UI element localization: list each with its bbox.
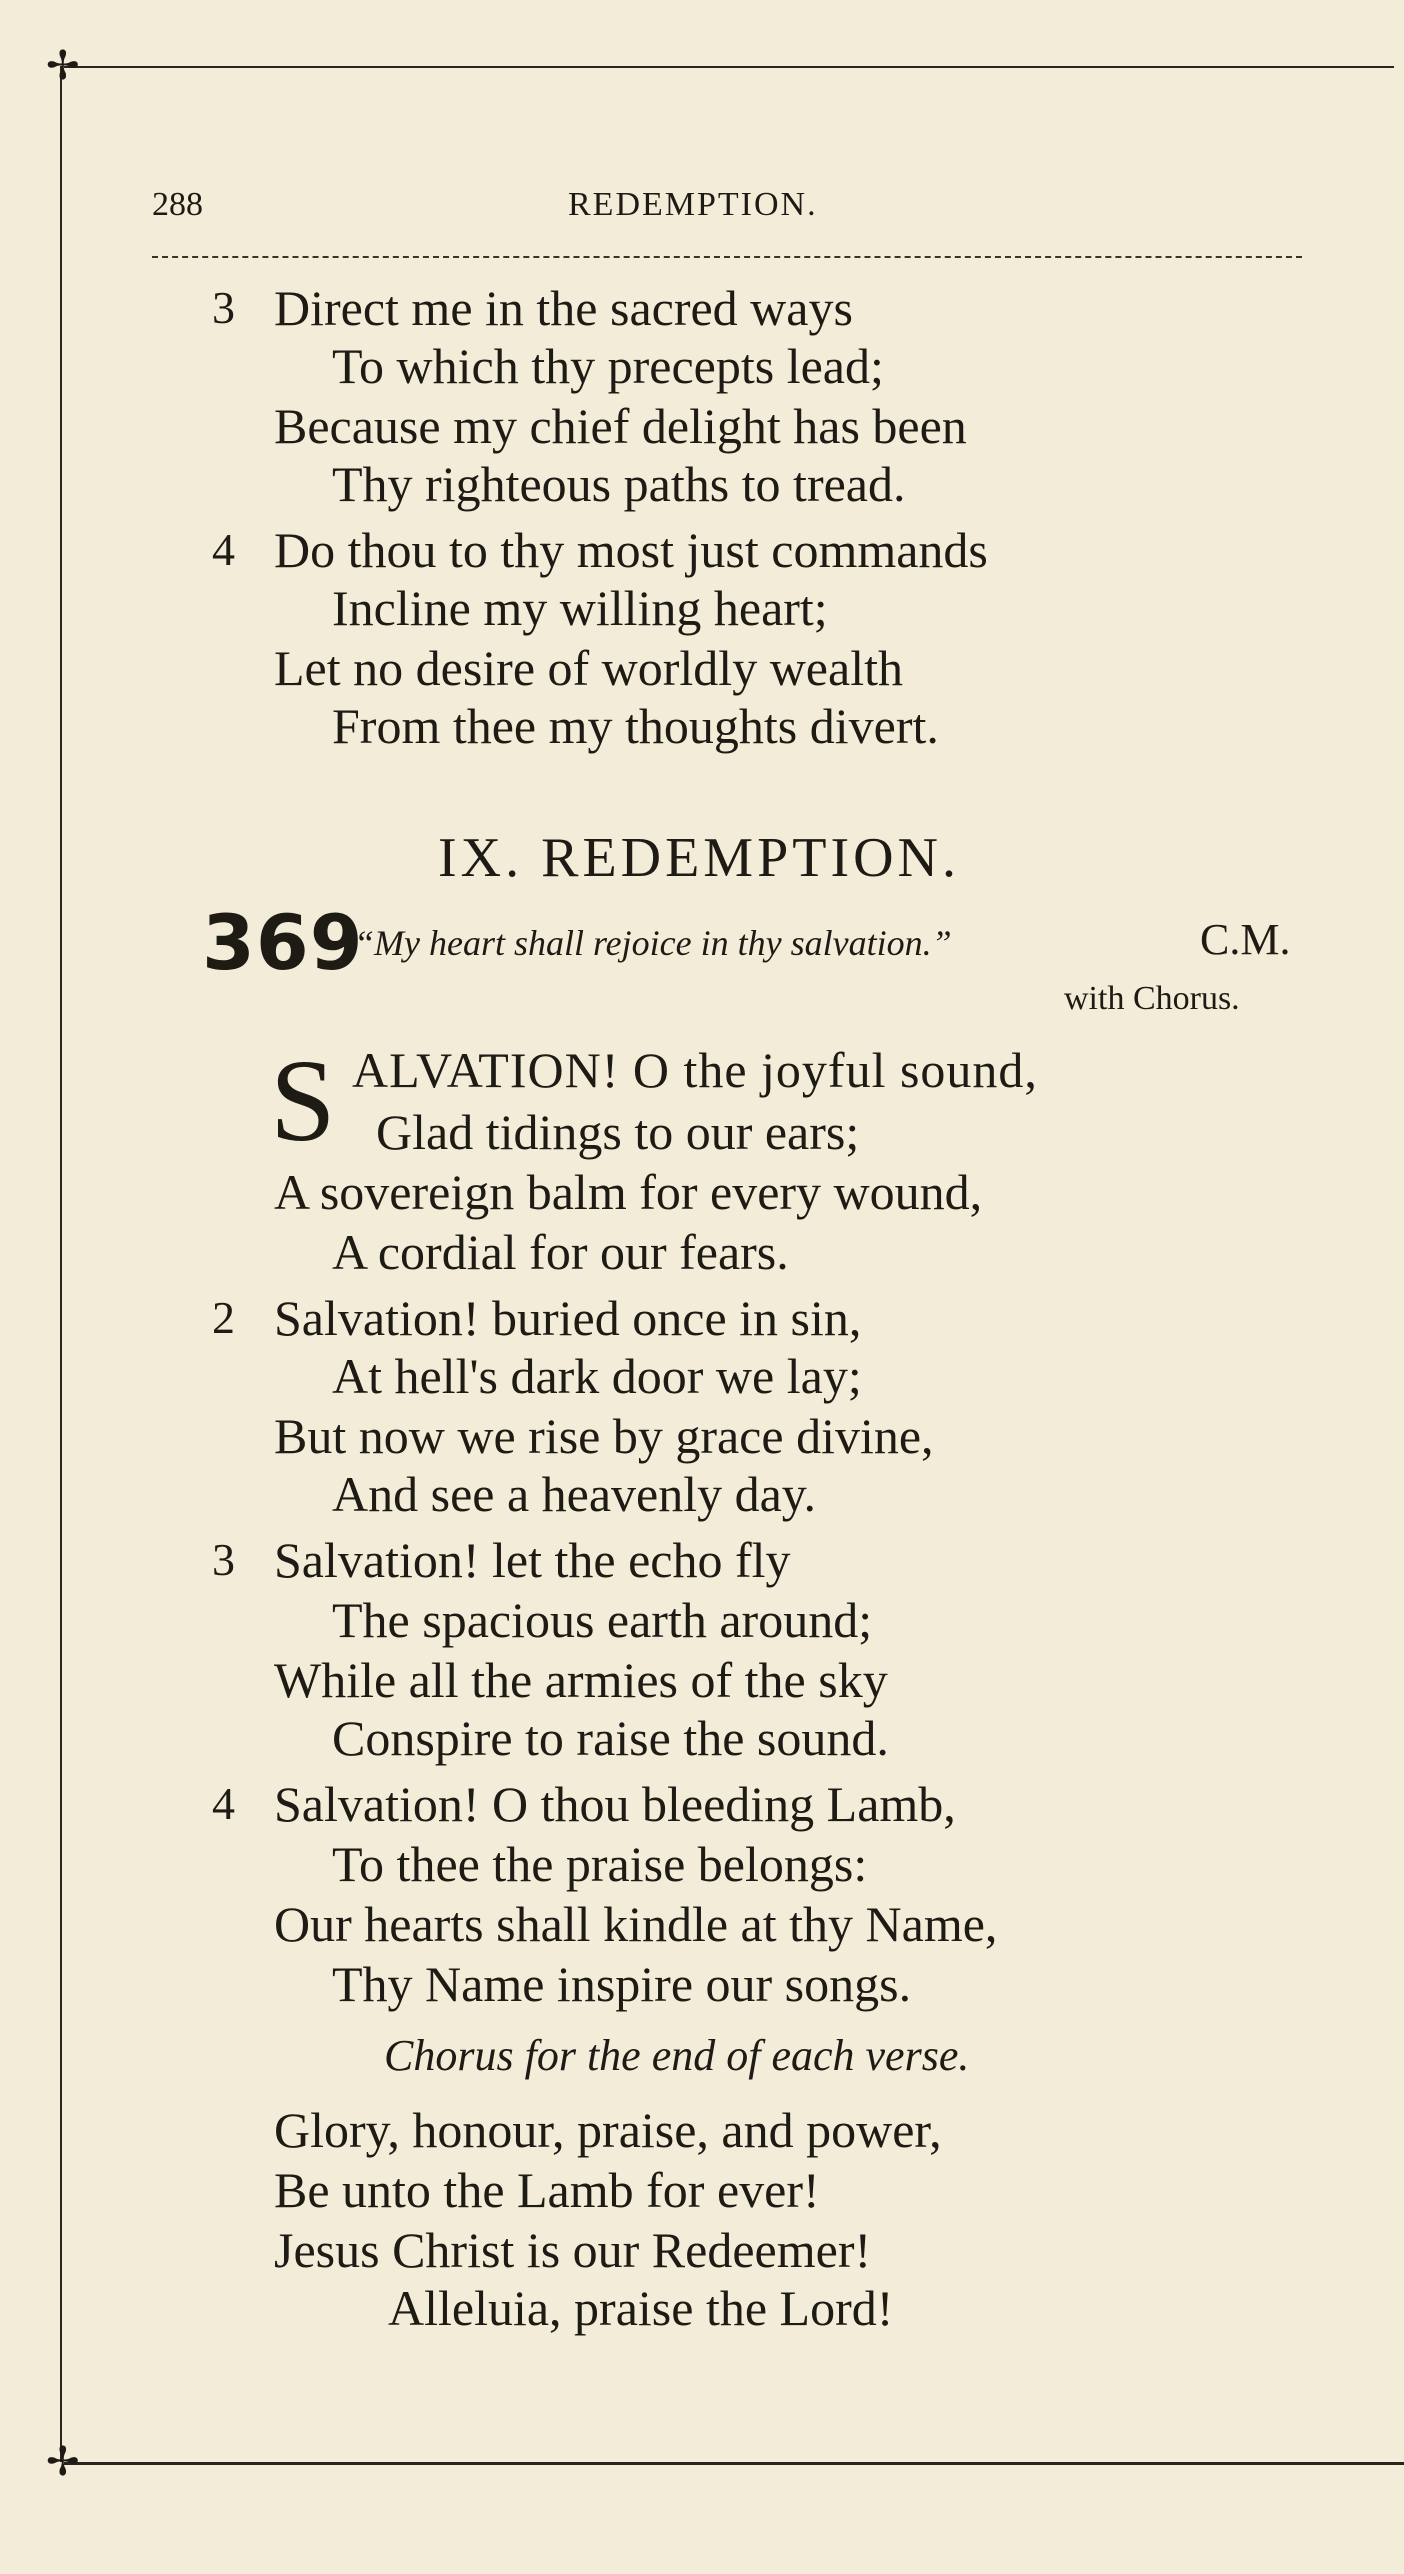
chorus-heading: Chorus for the end of each verse. (384, 2031, 970, 2080)
chorus-line: Glory, honour, praise, and power, (274, 2102, 942, 2158)
bottom-border-rule (64, 2462, 1404, 2465)
verse-line: Thy righteous paths to tread. (332, 456, 906, 512)
verse-line: Salvation! O thou bleeding Lamb, (274, 1776, 956, 1832)
verse-line: Conspire to raise the sound. (332, 1710, 889, 1766)
header-rule (152, 256, 1302, 258)
verse-line: But now we rise by grace divine, (274, 1408, 934, 1464)
verse-line: Glad tidings to our ears; (376, 1104, 860, 1160)
verse-line: The spacious earth around; (332, 1592, 873, 1648)
verse-line: Do thou to thy most just commands (274, 522, 988, 578)
verse-line: Direct me in the sacred ways (274, 280, 853, 336)
page-header (0, 186, 1404, 226)
running-head: REDEMPTION. (568, 186, 818, 223)
verse-line: Thy Name inspire our songs. (332, 1956, 912, 2012)
verse-line: A cordial for our fears. (332, 1224, 789, 1280)
chorus-line: Be unto the Lamb for ever! (274, 2162, 820, 2218)
verse-line: A sovereign balm for every wound, (274, 1164, 983, 1220)
verse-line: To thee the praise belongs: (332, 1836, 868, 1892)
verse-line: From thee my thoughts divert. (332, 698, 939, 754)
hymn-number: 369 (202, 898, 364, 987)
hymn-epigraph: “My heart shall rejoice in thy salvation.” (354, 923, 952, 963)
stanza-number: 4 (212, 524, 235, 575)
left-border-rule (60, 66, 62, 2462)
verse-line: Let no desire of worldly wealth (274, 640, 903, 696)
verse-line: Because my chief delight has been (274, 398, 967, 454)
verse-line: Our hearts shall kindle at thy Name, (274, 1896, 998, 1952)
stanza-number: 3 (212, 1534, 235, 1585)
verse-line: At hell's dark door we lay; (332, 1348, 862, 1404)
stanza-number: 3 (212, 282, 235, 333)
drop-cap: S (270, 1035, 336, 1166)
hymn-meter: C.M. (1200, 915, 1291, 964)
verse-line: To which thy precepts lead; (332, 338, 884, 394)
chorus-line: Alleluia, praise the Lord! (388, 2280, 894, 2336)
stanza-number: 4 (212, 1778, 235, 1829)
cross-ornament-icon: ✢ (46, 2439, 80, 2484)
top-border-rule (64, 66, 1394, 68)
verse-line: And see a heavenly day. (332, 1466, 817, 1522)
verse-line: While all the armies of the sky (274, 1652, 888, 1708)
verse-line: ALVATION! O the joyful sound, (352, 1042, 1038, 1098)
verse-line: Salvation! let the echo fly (274, 1532, 791, 1588)
verse-line: Salvation! buried once in sin, (274, 1290, 862, 1346)
cross-ornament-icon: ✢ (46, 43, 80, 88)
section-heading: IX. REDEMPTION. (438, 827, 960, 889)
chorus-line: Jesus Christ is our Redeemer! (274, 2222, 872, 2278)
stanza-number: 2 (212, 1292, 235, 1343)
page-number: 288 (152, 186, 203, 223)
verse-line: Incline my willing heart; (332, 580, 828, 636)
meter-note: with Chorus. (1064, 980, 1240, 1017)
